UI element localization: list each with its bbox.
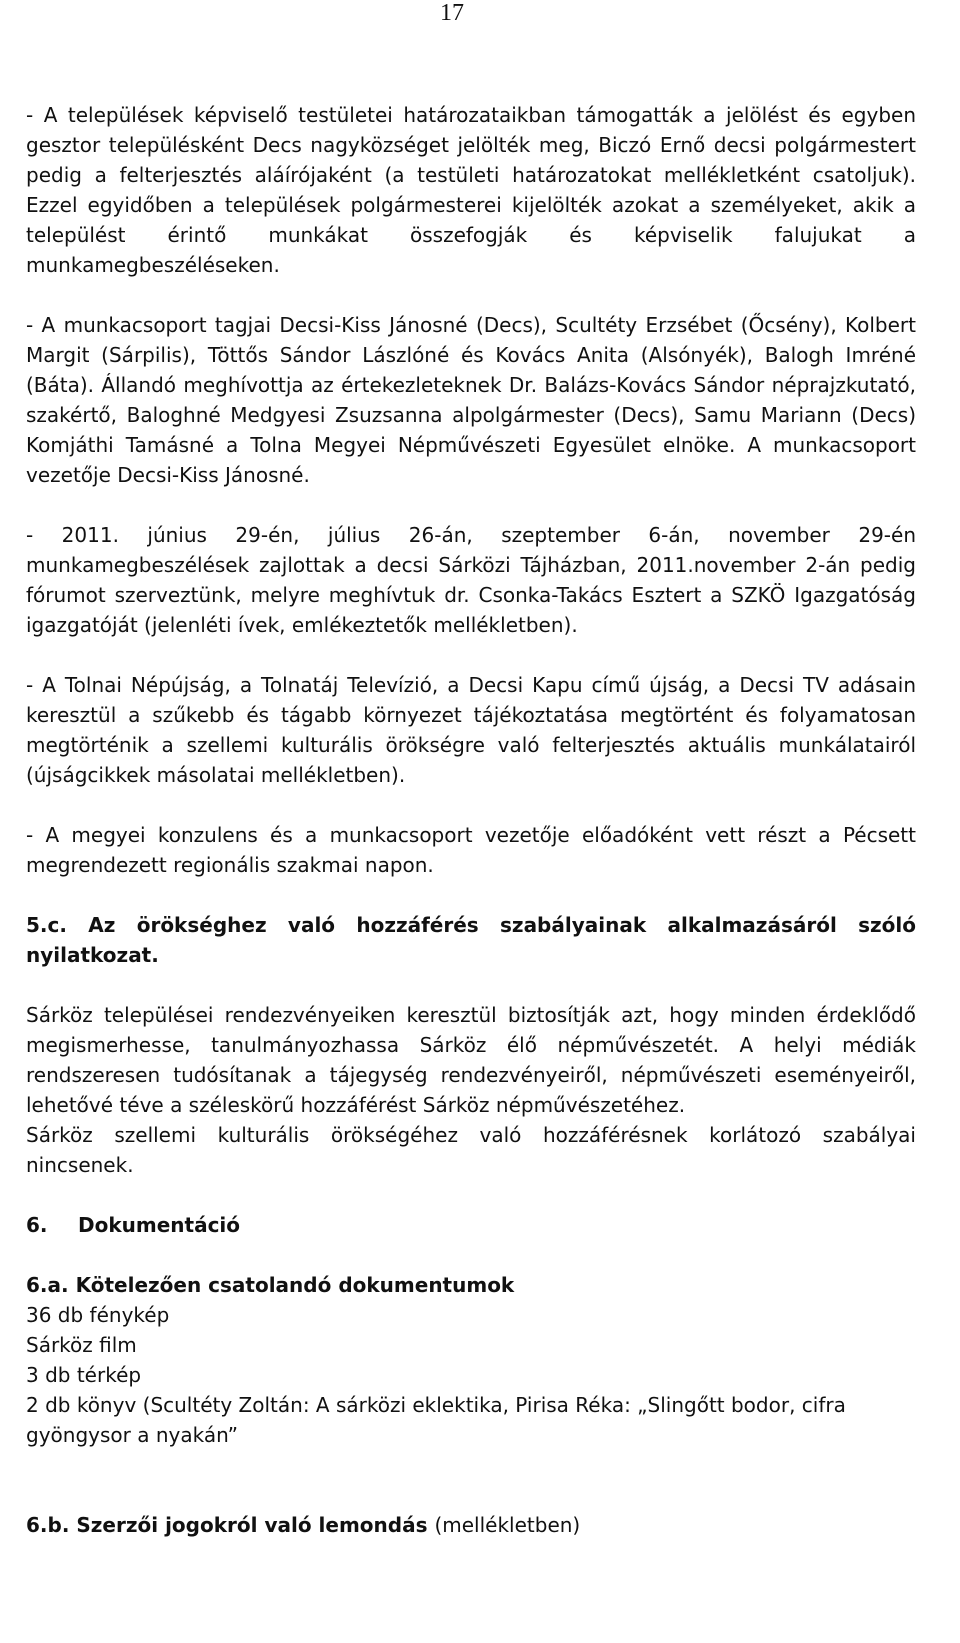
section-6b-heading [26,1510,916,1540]
document-list-item: 2 db könyv (Scultéty Zoltán: A sárközi eklektika, Pirisa Réka: „Slingőtt bodor, cifra gyöngysor a nyakán” [26,1393,846,1447]
spacer [26,1450,916,1480]
section-6b-title: 6.b. Szerzői jogokról való lemondás [26,1513,428,1537]
section-5c-heading: 5.c. Az örökséghez való hozzáférés szabályainak alkalmazásáról szóló nyilatkozat. [26,913,916,967]
spacer [26,1480,916,1510]
document-body [26,100,916,1540]
section-5c-paragraph-restrictions: Sárköz szellemi kulturális örökségéhez való hozzáférésnek korlátozó szabályai nincsenek. [26,1123,916,1177]
section-6-number: 6. [26,1213,48,1237]
section-6-heading [26,1210,916,1240]
page-number: 17 [440,0,464,26]
document-list-item: 3 db térkép [26,1363,142,1387]
document-list-item: 36 db fénykép [26,1303,170,1327]
paragraph-working-group: - A munkacsoport tagjai Decsi-Kiss Jánosné (Decs), Scultéty Erzsébet (Őcsény), Kolbert Margit (Sárpilis), Töttős Sándor Lászlóné és Kovács Anita (Alsónyék), Balogh Imréné (Báta). Állandó meghívottja az értekezleteknek Dr. Balázs-Kovács Sándor néprajzkutató, szakértő, Baloghné Medgyesi Zsuzsanna alpolgármester (Decs), Samu Mariann (Decs) Komjáthi Tamásné a Tolna Megyei Népművészeti Egyesület elnöke. A munkacsoport vezetője Decsi-Kiss Jánosné. [26,313,916,487]
paragraph-consultant: - A megyei konzulens és a munkacsoport vezetője előadóként vett részt a Pécsett megrendezett regionális szakmai napon. [26,823,916,877]
section-6b-suffix: (mellékletben) [434,1513,581,1537]
section-6-title: Dokumentáció [78,1213,241,1237]
paragraph-media: - A Tolnai Népújság, a Tolnatáj Televízió, a Decsi Kapu című újság, a Decsi TV adásain keresztül a szűkebb és tágabb környezet tájékoztatása megtörtént és folyamatosan megtörténik a szellemi kulturális örökségre való felterjesztés aktuális munkálatairól (újságcikkek másolatai mellékletben). [26,673,916,787]
document-list-item: Sárköz film [26,1333,137,1357]
section-6a-heading: 6.a. Kötelezően csatolandó dokumentumok [26,1273,515,1297]
paragraph-meetings: - 2011. június 29-én, július 26-án, szeptember 6-án, november 29-én munkamegbeszélések zajlottak a decsi Sárközi Tájházban, 2011.november 2-án pedig fórumot szerveztünk, melyre meghívtuk dr. Csonka-Takács Esztert a SZKÖ Igazgatóság igazgatóját (jelenléti ívek, emlékeztetők mellékletben). [26,523,916,637]
section-5c-paragraph-access: Sárköz települései rendezvényeiken keresztül biztosítják azt, hogy minden érdeklődő megismerhesse, tanulmányozhassa Sárköz élő népművészetét. A helyi médiák rendszeresen tudósítanak a tájegység rendezvényeiről, népművészeti eseményeiről, lehetővé téve a széleskörű hozzáférést Sárköz népművészetéhez. [26,1003,916,1117]
paragraph-municipal-support: - A települések képviselő testületei határozataikban támogatták a jelölést és egyben gesztor településként Decs nagyközséget jelölték meg, Biczó Ernő decsi polgármestert pedig a felterjesztés aláírójaként (a testületi határozatokat mellékletként csatoljuk). Ezzel egyidőben a települések polgármesterei kijelölték azokat a személyeket, akik a települést érintő munkákat összefogják és képviselik falujukat a munkamegbeszéléseken. [26,103,916,277]
